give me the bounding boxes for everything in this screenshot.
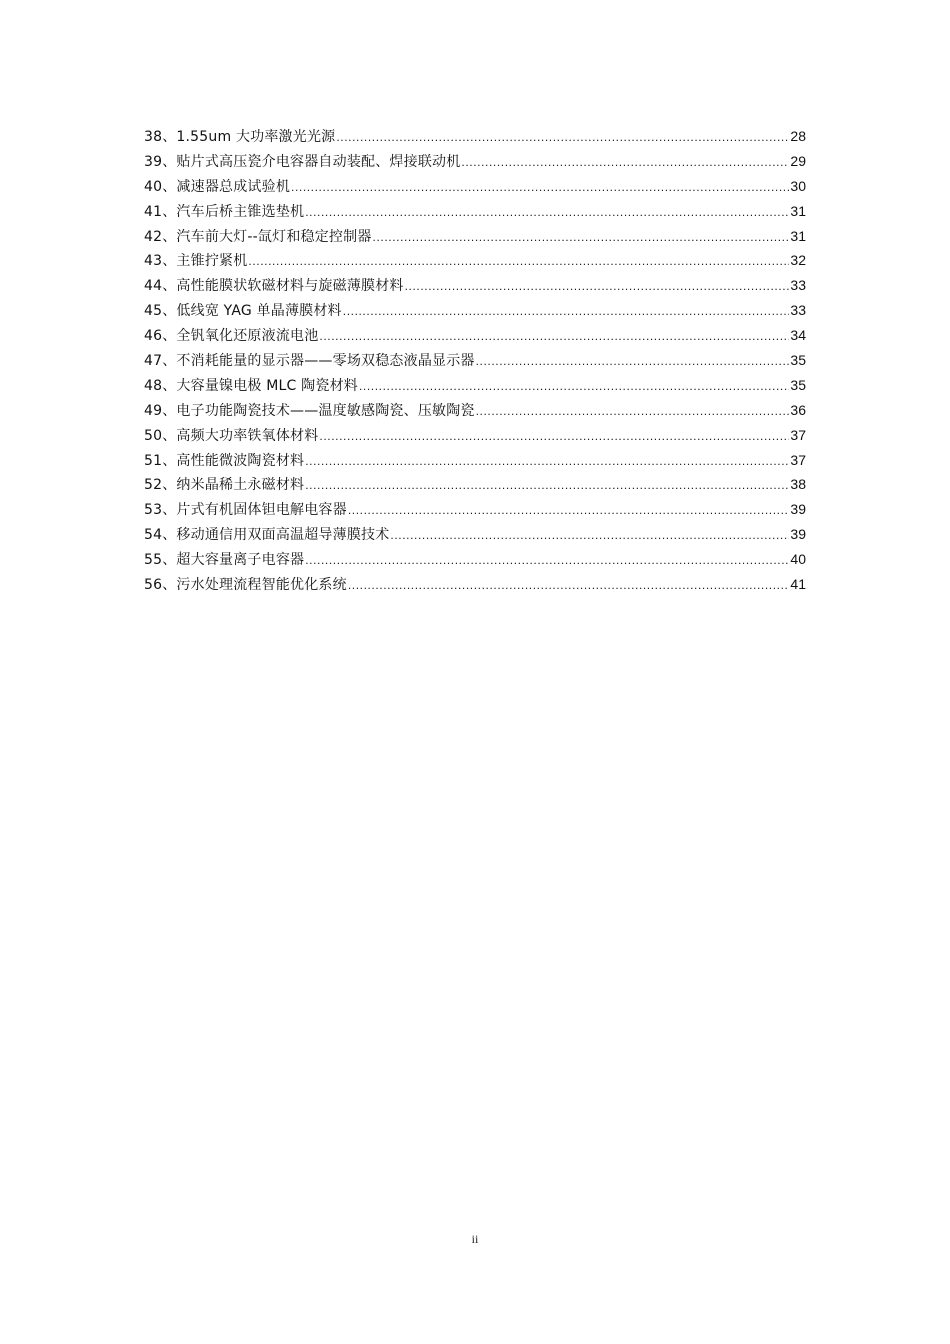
toc-entry-title: 42、汽车前大灯--氙灯和稳定控制器 bbox=[144, 228, 372, 245]
toc-entry-title: 43、主锥拧紧机 bbox=[144, 253, 248, 270]
toc-entry-title: 39、贴片式高压瓷介电容器自动装配、焊接联动机 bbox=[144, 153, 461, 170]
toc-dot-leader bbox=[248, 249, 789, 274]
toc-entry-page: 41 bbox=[790, 576, 806, 593]
toc-dot-leader bbox=[359, 374, 789, 399]
toc-entry-title: 48、大容量镍电极 MLC 陶瓷材料 bbox=[144, 377, 358, 394]
toc-dot-leader bbox=[476, 399, 790, 424]
toc-dot-leader bbox=[305, 548, 789, 573]
toc-dot-leader bbox=[305, 449, 789, 474]
toc-entry-page: 31 bbox=[790, 227, 806, 244]
toc-dot-leader bbox=[348, 498, 790, 523]
toc-dot-leader bbox=[336, 125, 789, 150]
toc-dot-leader bbox=[319, 324, 789, 349]
toc-dot-leader bbox=[461, 150, 789, 175]
toc-entry[interactable] bbox=[144, 398, 806, 423]
toc-entry[interactable] bbox=[144, 373, 806, 398]
toc-entry[interactable] bbox=[144, 572, 806, 597]
toc-dot-leader bbox=[319, 424, 789, 449]
toc-dot-leader bbox=[348, 573, 790, 598]
toc-dot-leader bbox=[405, 274, 790, 299]
toc-entry-title: 54、移动通信用双面高温超导薄膜技术 bbox=[144, 527, 390, 544]
toc-entry-page: 28 bbox=[790, 128, 806, 144]
toc-dot-leader bbox=[305, 200, 789, 225]
toc-dot-leader bbox=[343, 299, 790, 324]
toc-entry-page: 40 bbox=[790, 551, 806, 568]
toc-entry-title: 47、不消耗能量的显示器——零场双稳态液晶显示器 bbox=[144, 353, 475, 370]
footer-page-number: ii bbox=[471, 1232, 479, 1246]
toc-entry-title: 38、1.55um 大功率激光光源 bbox=[144, 129, 336, 145]
toc-entry-page: 39 bbox=[790, 526, 806, 543]
toc-entry-page: 35 bbox=[790, 352, 806, 369]
toc-entry[interactable] bbox=[144, 348, 806, 373]
toc-entry-page: 37 bbox=[790, 451, 806, 468]
toc-dot-leader bbox=[476, 349, 790, 374]
toc-entry-page: 38 bbox=[790, 476, 806, 493]
toc-entry[interactable] bbox=[144, 124, 806, 149]
toc-entry-title: 44、高性能膜状软磁材料与旋磁薄膜材料 bbox=[144, 278, 404, 295]
toc-entry-page: 39 bbox=[790, 501, 806, 518]
toc-entry-title: 46、全钒氧化还原液流电池 bbox=[144, 328, 319, 345]
toc-entry[interactable] bbox=[144, 547, 806, 572]
toc-entry[interactable] bbox=[144, 248, 806, 273]
toc-entry-page: 32 bbox=[790, 252, 806, 269]
toc-dot-leader bbox=[373, 225, 790, 250]
toc-entry-title: 55、超大容量离子电容器 bbox=[144, 552, 305, 569]
toc-entry-title: 52、纳米晶稀土永磁材料 bbox=[144, 477, 305, 494]
toc-entry-page: 35 bbox=[790, 376, 806, 393]
toc-entry[interactable] bbox=[144, 497, 806, 522]
toc-entry[interactable] bbox=[144, 298, 806, 323]
toc-entry-page: 30 bbox=[790, 177, 806, 194]
toc-entry[interactable] bbox=[144, 174, 806, 199]
toc-entry-title: 51、高性能微波陶瓷材料 bbox=[144, 452, 305, 469]
toc-entry-title: 40、减速器总成试验机 bbox=[144, 178, 291, 195]
toc-entry[interactable] bbox=[144, 323, 806, 348]
toc-entry-title: 49、电子功能陶瓷技术——温度敏感陶瓷、压敏陶瓷 bbox=[144, 402, 475, 419]
toc-entry-page: 33 bbox=[790, 302, 806, 319]
toc-dot-leader bbox=[390, 523, 789, 548]
toc-entry-page: 34 bbox=[790, 327, 806, 344]
toc-entry-page: 36 bbox=[790, 401, 806, 418]
toc-entry[interactable] bbox=[144, 149, 806, 174]
toc-entry-page: 33 bbox=[790, 277, 806, 294]
toc-entry[interactable] bbox=[144, 472, 806, 497]
table-of-contents bbox=[144, 124, 806, 597]
toc-entry-page: 29 bbox=[790, 152, 806, 169]
toc-dot-leader bbox=[291, 175, 789, 200]
toc-entry-title: 50、高频大功率铁氧体材料 bbox=[144, 427, 319, 444]
toc-entry-page: 37 bbox=[790, 426, 806, 443]
toc-dot-leader bbox=[305, 473, 789, 498]
toc-entry[interactable] bbox=[144, 273, 806, 298]
toc-entry[interactable] bbox=[144, 423, 806, 448]
toc-entry-title: 56、污水处理流程智能优化系统 bbox=[144, 577, 347, 594]
toc-entry-page: 31 bbox=[790, 202, 806, 219]
toc-entry[interactable] bbox=[144, 448, 806, 473]
toc-entry-title: 41、汽车后桥主锥选垫机 bbox=[144, 203, 305, 220]
toc-entry-title: 53、片式有机固体钽电解电容器 bbox=[144, 502, 347, 519]
toc-entry[interactable] bbox=[144, 522, 806, 547]
toc-entry-title: 45、低线宽 YAG 单晶薄膜材料 bbox=[144, 303, 342, 320]
toc-entry[interactable] bbox=[144, 224, 806, 249]
toc-entry[interactable] bbox=[144, 199, 806, 224]
